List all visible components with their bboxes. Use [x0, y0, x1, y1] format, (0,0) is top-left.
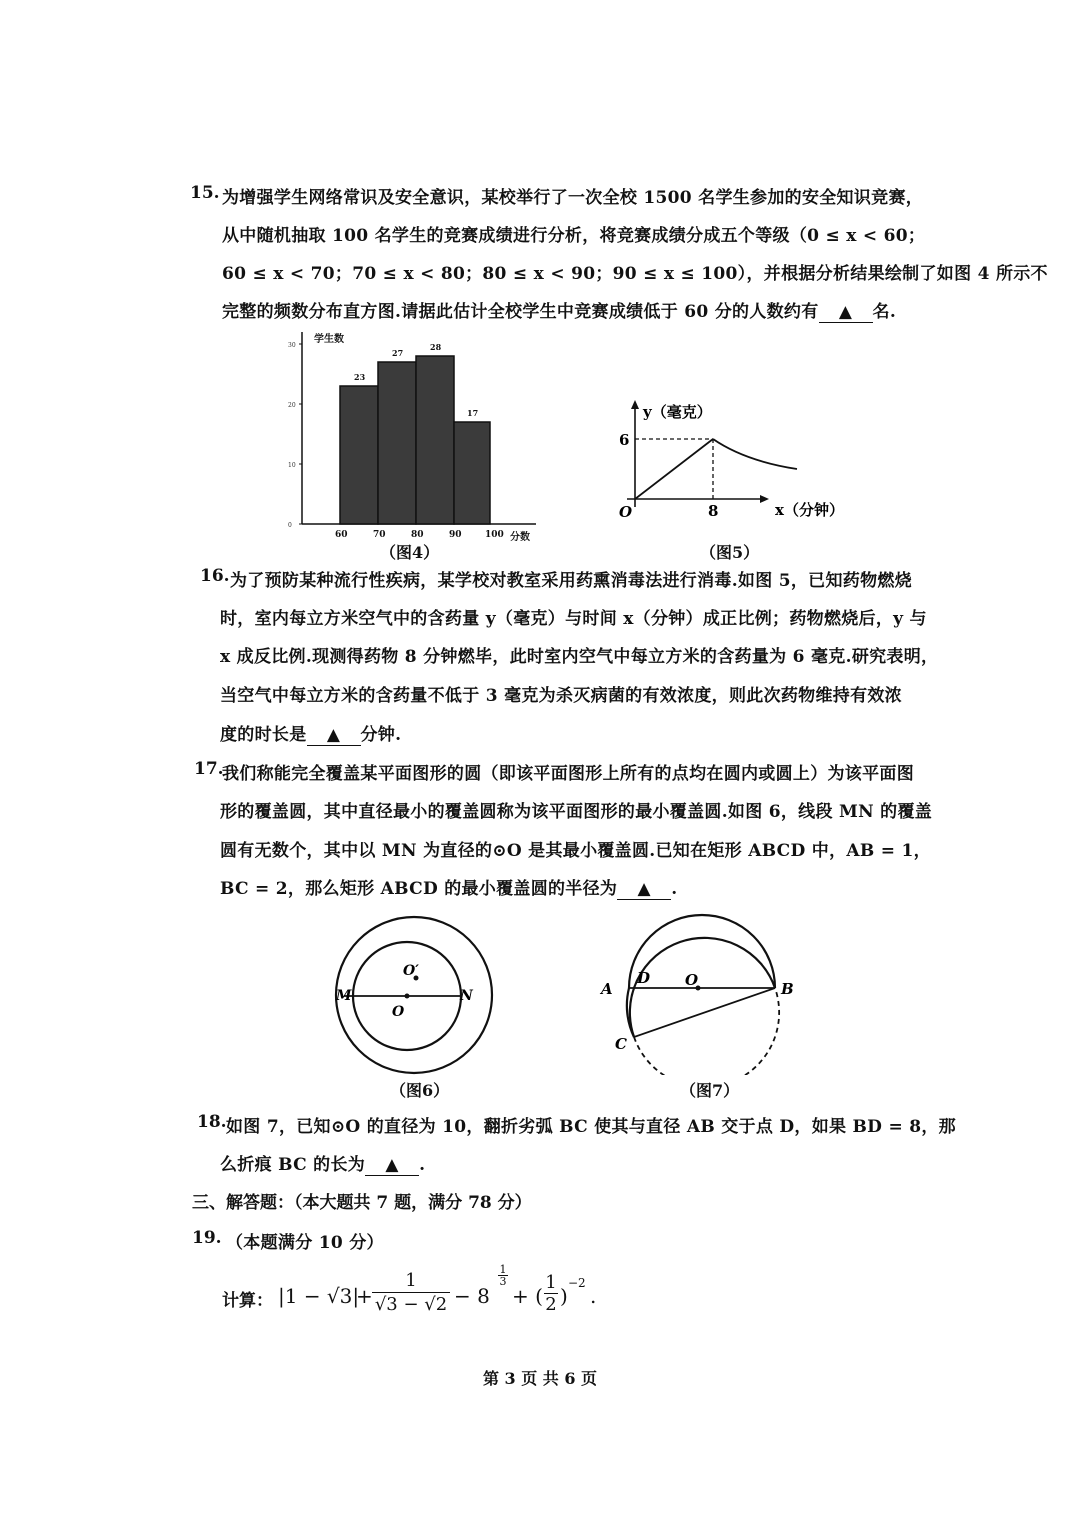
- fig5-y-arrow: [631, 400, 639, 409]
- q18-line-2-text: 么折痕 BC 的长为: [220, 1155, 366, 1175]
- q19-plus-2: + (: [512, 1284, 543, 1308]
- fig7-label-d: D: [637, 969, 651, 987]
- fig6-label-o: O: [392, 1004, 405, 1020]
- q19-minus-8: − 8: [454, 1284, 490, 1308]
- fig5-origin: O: [619, 503, 633, 521]
- q16-line-4: 当空气中每立方米的含药量不低于 3 毫克为杀灭病菌的有效浓度，则此次药物维持有效浓: [220, 686, 902, 706]
- q19-exp-numerator: 1: [499, 1263, 507, 1276]
- q19-frac-bar: [372, 1292, 450, 1293]
- q17-line-2: 形的覆盖圆，其中直径最小的覆盖圆称为该平面图形的最小覆盖圆.如图 6，线段 MN 的覆盖: [220, 802, 933, 822]
- histogram-plot: [288, 332, 536, 543]
- q19-half-denominator: 2: [545, 1294, 557, 1315]
- fig6-label-o-prime: O′: [403, 963, 419, 979]
- fig6-label-m: M: [336, 988, 352, 1004]
- q16-tail: 分钟.: [360, 725, 402, 745]
- q18-line-1: 如图 7，已知⊙O 的直径为 10，翻折劣弧 BC 使其与直径 AB 交于点 D，如果 BD = 8，那: [226, 1117, 956, 1137]
- histogram-bar: [378, 362, 416, 524]
- q18-line-2: [220, 1150, 425, 1176]
- fig5-peak-y: 6: [619, 431, 630, 449]
- q19-half: [544, 1272, 558, 1315]
- fig5-x-label: x（分钟）: [775, 501, 844, 519]
- q17-tail: .: [671, 879, 678, 899]
- fig5-decay-curve: [713, 439, 797, 469]
- y-tick-label: 0: [288, 522, 292, 529]
- q19-fraction: [372, 1270, 450, 1315]
- q19-frac-denominator: √3 − √2: [374, 1294, 448, 1315]
- fig5-rising-segment: [635, 439, 713, 499]
- q19-close-paren: ): [560, 1284, 568, 1308]
- fig5-peak-x: 8: [708, 502, 719, 520]
- q19-abs-term: |1 − √3|: [278, 1284, 360, 1308]
- q18-answer-blank: ▲: [365, 1155, 419, 1176]
- fig6-caption: （图6）: [390, 1081, 450, 1100]
- fig7-label-c: C: [615, 1035, 627, 1053]
- q16-line-1: 为了预防某种流行性疾病，某学校对教室采用药熏消毒法进行消毒.如图 5，已知药物燃烧: [230, 571, 912, 591]
- q19-compute-label: 计算：: [222, 1291, 273, 1311]
- fig5-caption: （图5）: [700, 543, 760, 562]
- q17-line-1: 我们称能完全覆盖某平面图形的圆（即该平面图形上所有的点均在圆内或圆上）为该平面图: [222, 764, 914, 784]
- x-tick-label: 80: [411, 530, 424, 540]
- x-tick-label: 60: [335, 530, 348, 540]
- y-axis-label: 学生数: [314, 334, 344, 345]
- histogram-bar: [340, 386, 378, 524]
- fig7-diagram: [595, 905, 805, 1075]
- q16-line-5: [220, 720, 401, 746]
- q17-line-3: 圆有无数个，其中以 MN 为直径的⊙O 是其最小覆盖圆.已知在矩形 ABCD 中，AB = 1，: [220, 841, 931, 861]
- y-tick-label: 20: [288, 402, 296, 409]
- fig7-chord-bc: [634, 988, 775, 1037]
- q16-number: 16.: [200, 566, 230, 586]
- q19-score: （本题满分 10 分）: [226, 1233, 384, 1253]
- q19-half-numerator: 1: [545, 1272, 557, 1293]
- fig4-histogram: [270, 328, 560, 548]
- q19-neg-exponent: −2: [568, 1276, 586, 1290]
- section-3-heading: 三、解答题：（本大题共 7 题，满分 78 分）: [192, 1193, 532, 1213]
- x-tick-label: 70: [373, 530, 386, 540]
- bar-value-label: 23: [354, 372, 366, 382]
- q18-number: 18.: [197, 1112, 227, 1132]
- fig7-label-o: O: [685, 971, 699, 989]
- fig5-y-label: y（毫克）: [643, 403, 712, 421]
- q17-line-4: [220, 874, 677, 900]
- q15-line-4: [222, 297, 896, 323]
- q19-frac-numerator: 1: [405, 1270, 417, 1291]
- q15-number: 15.: [190, 183, 220, 203]
- q15-answer-blank: ▲: [819, 302, 873, 323]
- bar-value-label: 28: [430, 342, 442, 352]
- fig6-diagram: [330, 912, 500, 1077]
- y-tick-label: 10: [288, 462, 296, 469]
- fig4-caption: （图4）: [380, 543, 440, 562]
- histogram-bar: [416, 356, 454, 524]
- q16-answer-blank: ▲: [307, 725, 361, 746]
- q19-number: 19.: [192, 1228, 222, 1248]
- fig6-label-n: N: [460, 988, 473, 1004]
- fig7-label-b: B: [781, 980, 794, 998]
- q16-line-3: x 成反比例.现测得药物 8 分钟燃毕，此时室内空气中每立方米的含药量为 6 毫克.研究表明，: [220, 647, 939, 667]
- bar-value-label: 17: [467, 408, 479, 418]
- fig7-upper-semicircle: [629, 915, 775, 988]
- q15-tail: 名.: [872, 302, 897, 322]
- q17-number: 17.: [194, 759, 224, 779]
- q17-line-4-text: BC = 2，那么矩形 ABCD 的最小覆盖圆的半径为: [220, 879, 618, 899]
- fig6-center-o: [405, 994, 410, 999]
- q19-exp-denominator: 3: [499, 1275, 507, 1288]
- fig5-graph: [605, 395, 855, 530]
- x-tick-label: 100: [485, 530, 504, 540]
- fig7-label-a: A: [601, 980, 613, 998]
- page-footer: 第 3 页 共 6 页: [482, 1369, 598, 1388]
- q17-answer-blank: ▲: [617, 879, 671, 900]
- q15-line-1: 为增强学生网络常识及安全意识，某校举行了一次全校 1500 名学生参加的安全知识竞赛，: [222, 188, 924, 208]
- q19-plus-1: +: [356, 1284, 373, 1308]
- x-tick-label: 90: [449, 530, 462, 540]
- x-axis-label: 分数: [510, 532, 530, 543]
- q18-tail: .: [419, 1155, 426, 1175]
- q16-line-5-text: 度的时长是: [220, 725, 307, 745]
- fig5-x-arrow: [760, 495, 769, 503]
- q16-line-2: 时，室内每立方米空气中的含药量 y（毫克）与时间 x（分钟）成正比例；药物燃烧后，y 与: [220, 609, 927, 629]
- y-tick-label: 30: [288, 342, 296, 349]
- q15-line-3: 60 ≤ x < 70；70 ≤ x < 80；80 ≤ x < 90；90 ≤ x ≤ 100），并根据分析结果绘制了如图 4 所示不: [222, 264, 1048, 284]
- q15-line-4-text: 完整的频数分布直方图.请据此估计全校学生中竞赛成绩低于 60 分的人数约有: [222, 302, 819, 322]
- histogram-bar: [454, 422, 490, 524]
- q19-end: .: [590, 1284, 597, 1308]
- bar-value-label: 27: [392, 348, 404, 358]
- q15-line-2: 从中随机抽取 100 名学生的竞赛成绩进行分析，将竞赛成绩分成五个等级（0 ≤ x < 60；: [222, 226, 926, 246]
- fig7-caption: （图7）: [680, 1081, 740, 1100]
- q19-exponent: [498, 1264, 508, 1287]
- fig7-arc-cb-dashed: [634, 988, 779, 1075]
